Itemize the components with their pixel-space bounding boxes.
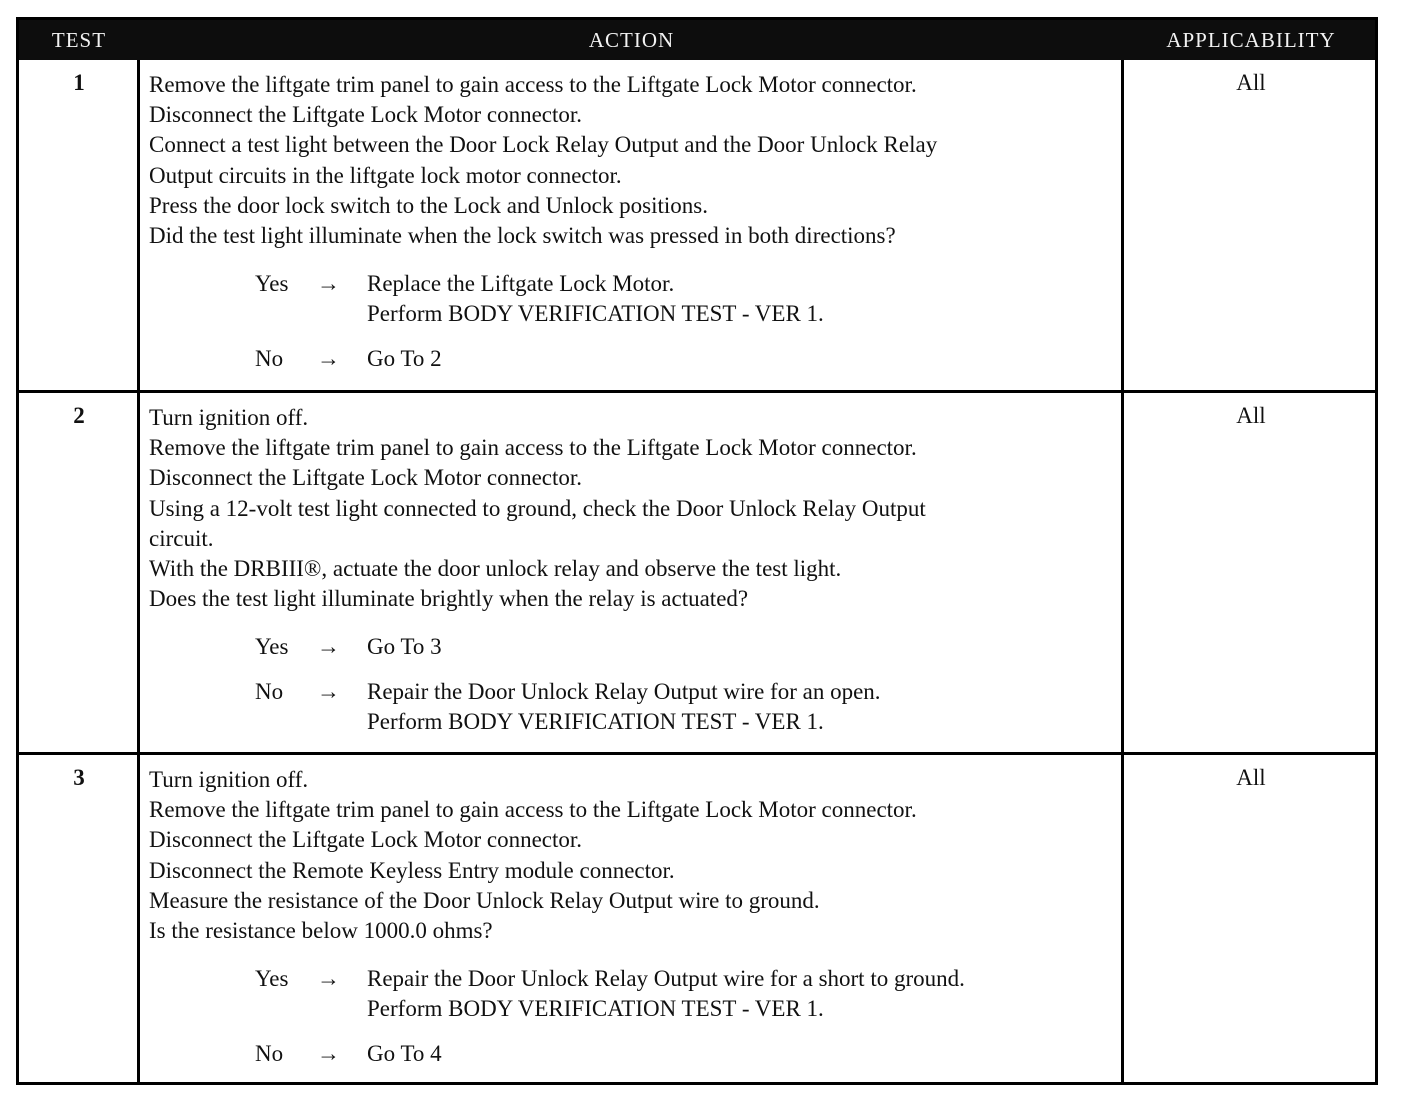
outcome-yes bbox=[149, 632, 1124, 662]
diagnostic-test-table bbox=[16, 17, 1378, 1085]
outcome-line: Replace the Liftgate Lock Motor. bbox=[367, 271, 675, 297]
right-arrow-icon: → bbox=[317, 966, 340, 992]
action-line: Disconnect the Liftgate Lock Motor connector. bbox=[149, 465, 583, 491]
outcomes bbox=[149, 964, 1124, 1069]
outcome-yes bbox=[149, 964, 1124, 1024]
outcome-no bbox=[149, 677, 1124, 737]
right-arrow-icon: → bbox=[317, 1041, 340, 1067]
test-number: 2 bbox=[73, 403, 85, 428]
action-line: Disconnect the Remote Keyless Entry module connector. bbox=[149, 857, 675, 883]
action-line: With the DRBIII®, actuate the door unlock relay and observe the test light. bbox=[149, 556, 842, 582]
action-line: Does the test light illuminate brightly when the relay is actuated? bbox=[149, 586, 749, 612]
table-row bbox=[19, 60, 1375, 390]
action-line: Connect a test light between the Door Lock Relay Output and the Door Unlock Relay bbox=[149, 132, 938, 158]
action-line: Is the resistance below 1000.0 ohms? bbox=[149, 918, 493, 944]
outcome-line: Go To 4 bbox=[367, 1041, 442, 1067]
outcome-line: Perform BODY VERIFICATION TEST - VER 1. bbox=[367, 301, 824, 327]
outcome-label: Yes bbox=[255, 634, 289, 660]
outcome-label: No bbox=[255, 679, 284, 705]
right-arrow-icon: → bbox=[317, 271, 340, 297]
applicability-value: All bbox=[1236, 70, 1266, 95]
outcome-yes bbox=[149, 269, 1124, 329]
outcome-text bbox=[367, 677, 1124, 737]
outcome-line: Go To 3 bbox=[367, 634, 442, 660]
outcomes bbox=[149, 269, 1124, 374]
action-line: Remove the liftgate trim panel to gain access to the Liftgate Lock Motor connector. bbox=[149, 435, 917, 461]
right-arrow-icon: → bbox=[317, 634, 340, 660]
outcome-no bbox=[149, 1039, 1124, 1069]
outcome-text bbox=[367, 632, 1124, 662]
action-line: Measure the resistance of the Door Unlock Relay Output wire to ground. bbox=[149, 887, 820, 913]
right-arrow-icon: → bbox=[317, 346, 340, 372]
outcome-line: Repair the Door Unlock Relay Output wire for a short to ground. bbox=[367, 966, 965, 992]
action-line: Turn ignition off. bbox=[149, 767, 309, 792]
test-number: 1 bbox=[73, 70, 85, 95]
applicability-value: All bbox=[1236, 403, 1266, 428]
outcome-text bbox=[367, 344, 1124, 374]
header-applicability: APPLICABILITY bbox=[1166, 28, 1336, 52]
action-line: Press the door lock switch to the Lock and Unlock positions. bbox=[149, 192, 708, 218]
outcome-label: No bbox=[255, 1041, 284, 1067]
action-line: Turn ignition off. bbox=[149, 405, 309, 430]
action-line: Remove the liftgate trim panel to gain access to the Liftgate Lock Motor connector. bbox=[149, 72, 917, 97]
action-line: circuit. bbox=[149, 525, 214, 551]
action-line: Remove the liftgate trim panel to gain access to the Liftgate Lock Motor connector. bbox=[149, 797, 917, 823]
action-line: Disconnect the Liftgate Lock Motor connector. bbox=[149, 827, 583, 853]
outcome-label: Yes bbox=[255, 271, 289, 297]
test-number: 3 bbox=[73, 765, 85, 790]
action-text bbox=[149, 765, 1124, 1084]
outcome-text bbox=[367, 964, 1124, 1024]
right-arrow-icon: → bbox=[317, 679, 340, 705]
outcome-line: Go To 2 bbox=[367, 346, 442, 372]
outcome-label: Yes bbox=[255, 966, 289, 992]
outcomes bbox=[149, 632, 1124, 737]
action-text bbox=[149, 70, 1124, 389]
action-text bbox=[149, 403, 1124, 752]
header-test: TEST bbox=[51, 28, 107, 52]
outcome-line: Perform BODY VERIFICATION TEST - VER 1. bbox=[367, 996, 824, 1022]
action-line: Disconnect the Liftgate Lock Motor connector. bbox=[149, 102, 583, 128]
outcome-line: Perform BODY VERIFICATION TEST - VER 1. bbox=[367, 709, 824, 735]
action-line: Using a 12-volt test light connected to ground, check the Door Unlock Relay Output bbox=[149, 495, 926, 521]
action-line: Output circuits in the liftgate lock motor connector. bbox=[149, 162, 622, 188]
outcome-text bbox=[367, 269, 1124, 329]
outcome-no bbox=[149, 344, 1124, 374]
action-line: Did the test light illuminate when the lock switch was pressed in both directions? bbox=[149, 223, 896, 249]
table-row bbox=[19, 752, 1375, 1085]
header-action: ACTION bbox=[588, 28, 675, 52]
table-header bbox=[19, 20, 1375, 60]
table-row bbox=[19, 390, 1375, 752]
outcome-label: No bbox=[255, 346, 284, 372]
applicability-value: All bbox=[1236, 765, 1266, 790]
outcome-line: Repair the Door Unlock Relay Output wire for an open. bbox=[367, 679, 881, 705]
outcome-text bbox=[367, 1039, 1124, 1069]
